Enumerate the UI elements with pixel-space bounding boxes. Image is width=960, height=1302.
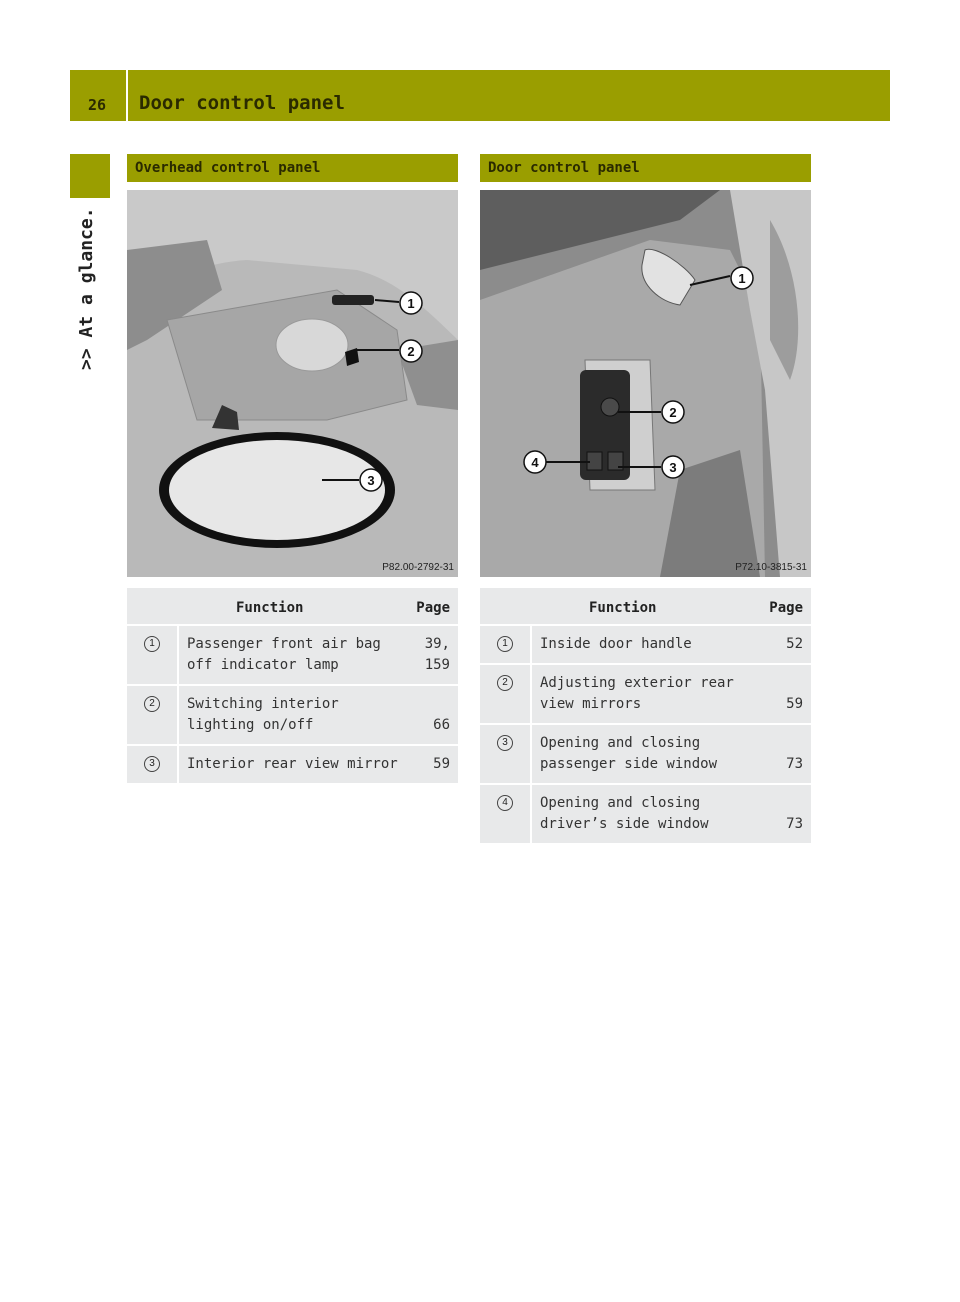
table-row	[127, 685, 458, 745]
svg-text:3: 3	[669, 460, 677, 475]
col-function-header: Function	[531, 588, 764, 625]
section-title-bar-overhead	[127, 154, 458, 182]
page-ref: 66	[433, 717, 450, 733]
function-text: driver’s side window	[540, 816, 709, 832]
item-number: 3	[497, 735, 513, 751]
function-text: Opening and closing	[540, 795, 701, 811]
table-row	[480, 664, 811, 724]
item-number: 1	[497, 636, 513, 652]
table-row	[127, 745, 458, 783]
function-text: passenger side window	[540, 756, 718, 772]
page-ref: 52	[786, 636, 803, 652]
item-number: 4	[497, 795, 513, 811]
col-page-header: Page	[764, 588, 811, 625]
image-caption-overhead: P82.00-2792-31	[382, 562, 454, 573]
svg-text:4: 4	[531, 455, 539, 470]
function-text: Inside door handle	[540, 636, 692, 652]
page-title: Door control panel	[139, 92, 345, 114]
table-corner	[480, 588, 531, 625]
svg-text:1: 1	[407, 296, 415, 311]
table-row	[480, 724, 811, 784]
col-function-header: Function	[178, 588, 414, 625]
overhead-function-table	[127, 588, 458, 783]
function-text: lighting on/off	[187, 717, 314, 733]
function-text: view mirrors	[540, 696, 642, 712]
table-row	[480, 625, 811, 664]
side-tab-marker	[70, 154, 110, 198]
function-text: Passenger front air bag	[187, 636, 381, 652]
svg-text:3: 3	[367, 473, 375, 488]
function-text: Opening and closing	[540, 735, 701, 751]
page-ref: 59	[786, 696, 803, 712]
page-ref: 159	[424, 657, 450, 673]
table-row	[127, 625, 458, 685]
function-text: Adjusting exterior rear	[540, 675, 734, 691]
page-number: 26	[88, 96, 107, 114]
section-title-door: Door control panel	[488, 160, 640, 176]
function-text: Interior rear view mirror	[187, 756, 398, 772]
col-page-header: Page	[414, 588, 458, 625]
table-corner	[127, 588, 178, 625]
page-ref: 59	[433, 756, 450, 772]
door-function-table	[480, 588, 811, 843]
function-text: off indicator lamp	[187, 657, 339, 673]
item-number: 3	[144, 756, 160, 772]
page-number-box	[70, 70, 126, 121]
svg-text:1: 1	[738, 271, 746, 286]
table-row	[480, 784, 811, 843]
overhead-panel-image	[127, 190, 458, 577]
item-number: 1	[144, 636, 160, 652]
side-tab	[76, 207, 116, 370]
svg-text:2: 2	[407, 344, 415, 359]
function-text: Switching interior	[187, 696, 339, 712]
svg-text:2: 2	[669, 405, 677, 420]
door-panel-image	[480, 190, 811, 577]
section-title-overhead: Overhead control panel	[135, 160, 321, 176]
item-number: 2	[497, 675, 513, 691]
section-title-bar-door	[480, 154, 811, 182]
image-caption-door: P72.10-3815-31	[735, 562, 807, 573]
page-ref: 39,	[424, 636, 450, 652]
item-number: 2	[144, 696, 160, 712]
page-ref: 73	[786, 756, 803, 772]
side-tab-label: >> At a glance.	[76, 207, 97, 370]
page-ref: 73	[786, 816, 803, 832]
header-bar	[128, 70, 890, 121]
